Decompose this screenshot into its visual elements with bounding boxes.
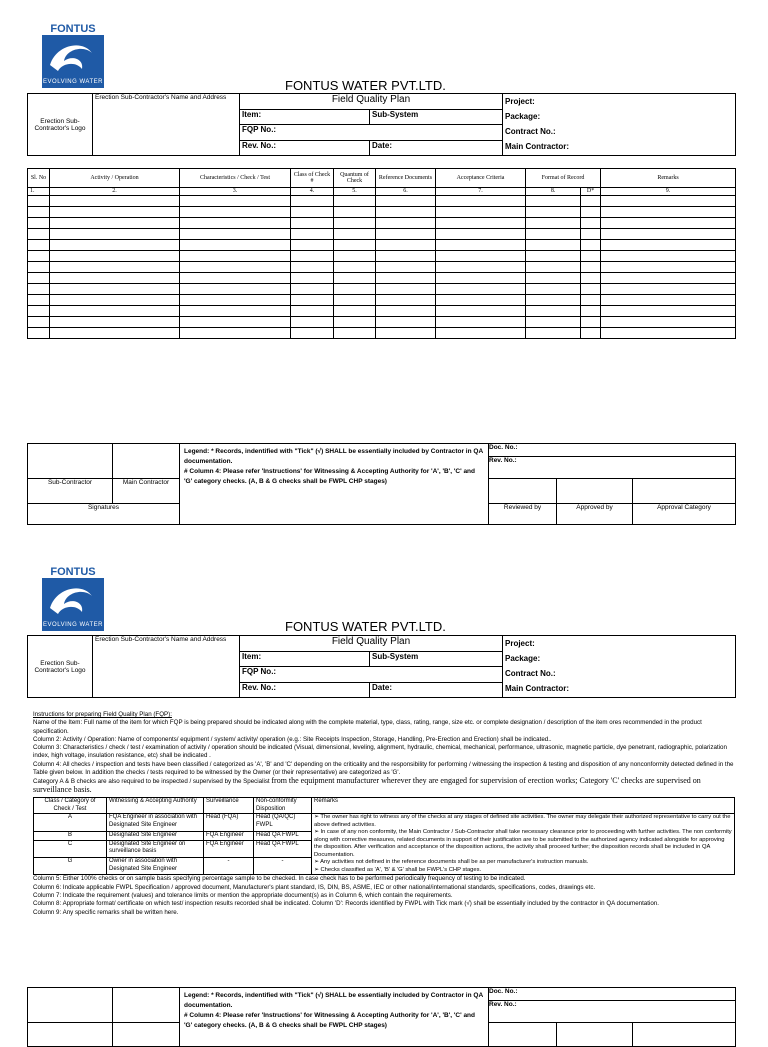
approved-by-label: Approved by bbox=[557, 504, 633, 525]
instr-para-5b: from the equipment manufacturer wherever they are engaged for supervision of erection works; Category 'C' checks are supervised on surveillance basis. bbox=[33, 776, 701, 795]
table-cell bbox=[526, 218, 581, 229]
table-cell bbox=[601, 251, 736, 262]
table-cell bbox=[526, 295, 581, 306]
table-cell bbox=[50, 328, 180, 339]
table-cell bbox=[334, 240, 376, 251]
table-cell bbox=[291, 284, 334, 295]
name-cell: Erection Sub-Contractor's Name and Address bbox=[93, 94, 240, 156]
table-cell bbox=[601, 284, 736, 295]
table-cell bbox=[291, 218, 334, 229]
signature-footer-1 bbox=[27, 443, 736, 525]
approval-category-label: Approval Category bbox=[633, 504, 736, 525]
table-cell bbox=[581, 284, 601, 295]
cat-a-surv: Head (FQA) bbox=[204, 814, 254, 831]
table-cell bbox=[180, 207, 291, 218]
table-cell bbox=[28, 251, 50, 262]
table-cell bbox=[601, 328, 736, 339]
table-cell bbox=[28, 196, 50, 207]
table-cell bbox=[581, 295, 601, 306]
signatures-label: Signatures bbox=[28, 504, 180, 525]
project-label-2: Project: bbox=[505, 639, 535, 648]
table-cell bbox=[334, 262, 376, 273]
table-cell bbox=[581, 207, 601, 218]
remark-bullet: ➢ Checks classified as 'A', 'B' & 'G' shall be FWPL's CHP stages. bbox=[314, 866, 482, 873]
doc-no-label: Doc. No.: bbox=[489, 444, 735, 457]
fqp-no-label: FQP No.: bbox=[240, 125, 503, 141]
table-cell bbox=[334, 218, 376, 229]
table-cell bbox=[334, 229, 376, 240]
table-cell bbox=[28, 262, 50, 273]
table-cell bbox=[436, 251, 526, 262]
table-cell bbox=[28, 240, 50, 251]
instr-col-7: Column 7: Indicate the requirement (values) and tolerance limits or mention the appropriate document(s) as in Column 6, which contain the requirements. bbox=[33, 891, 453, 899]
legend-line-2: # Column 4: Please refer 'Instructions' for Witnessing & Accepting Authority for 'A', 'B', 'C' and 'G' category checks. (A, B & G checks shall be FWPL CHP stages) bbox=[184, 468, 475, 485]
instructions-title: Instructions for preparing Field Quality Plan (FQP): bbox=[33, 711, 172, 718]
instr-para-1: Name of the Item: Full name of the item for which FQP is being prepared should be indicated along with the complete material, type, class, rating, range, size etc. or complete designation / description of the item ores recommended in the product specification. bbox=[33, 719, 702, 735]
table-cell bbox=[601, 273, 736, 284]
table-cell bbox=[376, 207, 436, 218]
table-cell bbox=[50, 273, 180, 284]
table-cell bbox=[436, 229, 526, 240]
table-cell bbox=[28, 273, 50, 284]
table-cell bbox=[601, 207, 736, 218]
rev-no-footer-label-2: Rev. No.: bbox=[489, 1001, 517, 1008]
instr-para-5a: Category A & B checks are also required to be inspected / supervised by the Specialist bbox=[33, 778, 272, 786]
table-cell bbox=[436, 284, 526, 295]
table-cell bbox=[180, 218, 291, 229]
table-row bbox=[28, 295, 736, 306]
table-cell bbox=[180, 273, 291, 284]
legend-block-2 bbox=[180, 988, 489, 1047]
cat-c-surv: FQA Engineer bbox=[204, 840, 254, 857]
table-cell bbox=[28, 306, 50, 317]
logo-cell-2: Erection Sub-Contractor's Logo bbox=[28, 636, 93, 698]
table-cell bbox=[28, 328, 50, 339]
subsystem-label: Sub-System bbox=[370, 109, 503, 125]
table-cell bbox=[291, 196, 334, 207]
table-cell bbox=[526, 328, 581, 339]
cat-col-class: Class / Category of Check / Test bbox=[34, 798, 107, 814]
fqp-no-label-2: FQP No.: bbox=[240, 667, 503, 683]
table-cell bbox=[601, 240, 736, 251]
table-row bbox=[28, 317, 736, 328]
subsystem-label-2: Sub-System bbox=[370, 651, 503, 667]
table-cell bbox=[50, 196, 180, 207]
cat-g-surv: - bbox=[204, 858, 254, 875]
num-4: 4. bbox=[291, 188, 334, 196]
table-row bbox=[28, 207, 736, 218]
table-cell bbox=[581, 196, 601, 207]
table-cell bbox=[581, 240, 601, 251]
num-1: 1. bbox=[28, 188, 50, 196]
table-cell bbox=[436, 262, 526, 273]
table-cell bbox=[601, 295, 736, 306]
table-cell bbox=[376, 317, 436, 328]
table-cell bbox=[526, 207, 581, 218]
wave-icon bbox=[42, 35, 104, 77]
rev-no-label-2: Rev. No.: bbox=[240, 682, 370, 698]
remark-bullet: ➢ In case of any non conformity, the Main Contractor / Sub-Contractor shall take necessary clearance prior to proceeding with further activities. The non conformity along with corrective measures, related documents in support of their justification are to be submitted to the authorized agency indicated alongside for approving the disposition. After verification and acceptance of the disposition actions, the activity shall proceed further; the disposition records shall be included in QA Documentation. bbox=[314, 829, 732, 858]
table-cell bbox=[436, 317, 526, 328]
col-sl-no: Sl. No bbox=[28, 169, 50, 188]
logo-cell: Erection Sub-Contractor's Logo bbox=[28, 94, 93, 156]
table-cell bbox=[50, 207, 180, 218]
contract-no-label-2: Contract No.: bbox=[505, 669, 556, 678]
instructions-block bbox=[33, 711, 735, 917]
table-row bbox=[28, 240, 736, 251]
table-cell bbox=[436, 328, 526, 339]
table-cell bbox=[50, 251, 180, 262]
doc-no-label-2: Doc. No.: bbox=[489, 988, 735, 1001]
table-cell bbox=[50, 240, 180, 251]
table-cell bbox=[180, 229, 291, 240]
table-row bbox=[28, 251, 736, 262]
table-cell bbox=[526, 317, 581, 328]
table-cell bbox=[291, 273, 334, 284]
table-cell bbox=[581, 306, 601, 317]
cat-b-auth: Designated Site Engineer bbox=[107, 831, 204, 840]
col-characteristics: Characteristics / Check / Test bbox=[180, 169, 291, 188]
table-row bbox=[28, 273, 736, 284]
table-cell bbox=[581, 273, 601, 284]
package-label-2: Package: bbox=[505, 654, 541, 663]
remark-bullet: ➢ Any activities not defined in the reference documents shall be as per manufacturer's instruction manuals. bbox=[314, 859, 589, 866]
table-cell bbox=[291, 295, 334, 306]
table-cell bbox=[291, 306, 334, 317]
cat-c-class: C bbox=[34, 840, 107, 857]
main-contractor-label-2: Main Contractor: bbox=[505, 684, 569, 693]
table-cell bbox=[436, 196, 526, 207]
table-cell bbox=[436, 218, 526, 229]
contract-no-label: Contract No.: bbox=[505, 127, 556, 136]
col-quantum: Quantum of Check bbox=[334, 169, 376, 188]
cat-g-class: G bbox=[34, 858, 107, 875]
table-cell bbox=[28, 284, 50, 295]
table-cell bbox=[291, 229, 334, 240]
table-cell bbox=[376, 306, 436, 317]
legend-line-1-2: Legend: * Records, indentified with "Tick" (√) SHALL be essentially included by Contractor in QA documentation. bbox=[184, 992, 483, 1009]
table-cell bbox=[376, 240, 436, 251]
table-cell bbox=[526, 229, 581, 240]
rev-no-footer-label: Rev. No.: bbox=[489, 457, 517, 464]
table-cell bbox=[50, 229, 180, 240]
table-cell bbox=[28, 207, 50, 218]
table-row bbox=[28, 284, 736, 295]
table-cell bbox=[376, 295, 436, 306]
table-cell bbox=[581, 317, 601, 328]
table-cell bbox=[334, 317, 376, 328]
cat-col-remarks: Remarks bbox=[312, 798, 735, 814]
sub-contractor-label: Sub-Contractor bbox=[28, 479, 113, 504]
table-cell bbox=[526, 251, 581, 262]
project-block bbox=[503, 94, 736, 156]
table-cell bbox=[334, 251, 376, 262]
legend-line-2-2: # Column 4: Please refer 'Instructions' for Witnessing & Accepting Authority for 'A', 'B', 'C' and 'G' category checks. (A, B & G checks shall be FWPL CHP stages) bbox=[184, 1012, 475, 1029]
num-8: 8. bbox=[526, 188, 581, 196]
signature-footer-2 bbox=[27, 987, 736, 1047]
table-cell bbox=[50, 262, 180, 273]
cat-b-class: B bbox=[34, 831, 107, 840]
table-cell bbox=[291, 328, 334, 339]
col-reference: Reference Documents bbox=[376, 169, 436, 188]
cat-b-nc: Head QA FWPL bbox=[254, 831, 312, 840]
fqp-title-2: Field Quality Plan bbox=[240, 636, 503, 652]
table-cell bbox=[28, 218, 50, 229]
table-row bbox=[28, 229, 736, 240]
fqp-header-table-2 bbox=[27, 635, 736, 698]
table-cell bbox=[526, 273, 581, 284]
table-cell bbox=[526, 284, 581, 295]
instr-para-4: Column 4: All checks / inspection and tests have been classified / categorized as 'A', 'B' and 'C' depending on the criticality and the responsibility for performing / witnessing the inspection & testing and disposition of any nonconformity detected defined in the Table given below. In addition the checks / tests required to be witnessed by the Owner (or their representative) are categorized as 'G'. bbox=[33, 760, 734, 777]
col-class: Class of Check # bbox=[291, 169, 334, 188]
table-cell bbox=[334, 306, 376, 317]
logo-brand: FONTUS bbox=[42, 24, 104, 35]
table-cell bbox=[601, 262, 736, 273]
item-label-2: Item: bbox=[240, 651, 370, 667]
table-cell bbox=[180, 284, 291, 295]
instr-para-2: Column 2: Activity / Operation: Name of components/ equipment / system/ activity/ operation (e.g.: Site Receipts Inspection, Storage, Handling, Pre-Erection and Erection) shall be indicated.. bbox=[33, 735, 552, 743]
project-label: Project: bbox=[505, 97, 535, 106]
table-cell bbox=[526, 196, 581, 207]
table-cell bbox=[50, 284, 180, 295]
table-cell bbox=[376, 218, 436, 229]
table-cell bbox=[28, 229, 50, 240]
logo-brand-2: FONTUS bbox=[42, 567, 104, 578]
table-cell bbox=[180, 196, 291, 207]
table-cell bbox=[334, 196, 376, 207]
cat-g-nc: - bbox=[254, 858, 312, 875]
cat-remarks bbox=[312, 814, 735, 875]
cat-g-auth: Owner in association with Designated Site Engineer bbox=[107, 858, 204, 875]
cat-a-class: A bbox=[34, 814, 107, 831]
table-cell bbox=[581, 218, 601, 229]
num-7: 7. bbox=[436, 188, 526, 196]
col-acceptance: Acceptance Criteria bbox=[436, 169, 526, 188]
cat-a-auth: FQA Engineer in association with Designated Site Engineer bbox=[107, 814, 204, 831]
table-cell bbox=[376, 284, 436, 295]
num-3: 3. bbox=[180, 188, 291, 196]
table-cell bbox=[50, 306, 180, 317]
cat-col-auth: Witnessing & Accepting Authority bbox=[107, 798, 204, 814]
table-cell bbox=[581, 251, 601, 262]
cat-c-auth: Designated Site Engineer on surveillance basis bbox=[107, 840, 204, 857]
table-row bbox=[28, 218, 736, 229]
table-cell bbox=[601, 229, 736, 240]
table-cell bbox=[581, 229, 601, 240]
table-cell bbox=[291, 251, 334, 262]
table-cell bbox=[436, 273, 526, 284]
wave-icon bbox=[42, 578, 104, 620]
table-cell bbox=[28, 317, 50, 328]
instr-col-6: Column 6: Indicate applicable FWPL Specification / approved document, Manufacturer's plant standard, IS, DIN, BS, ASME, IEC or other national/international standards, specifications, codes, drawings etc. bbox=[33, 883, 596, 891]
col-remarks: Remarks bbox=[601, 169, 736, 188]
table-cell bbox=[601, 317, 736, 328]
rev-no-label: Rev. No.: bbox=[240, 140, 370, 156]
table-cell bbox=[28, 295, 50, 306]
item-label: Item: bbox=[240, 109, 370, 125]
instr-col-8: Column 8: Appropriate format/ certificate on which test/ inspection results recorded shall be indicated. Column 'D': Records identified by FWPL with Tick mark (√) shall be essentially included by the contractor in QA documentation. bbox=[33, 900, 659, 908]
date-label: Date: bbox=[370, 140, 503, 156]
table-cell bbox=[291, 240, 334, 251]
table-row bbox=[28, 328, 736, 339]
num-2: 2. bbox=[50, 188, 180, 196]
logo-tagline-2: EVOLVING WATER bbox=[42, 620, 104, 631]
logo-tagline: EVOLVING WATER bbox=[42, 77, 104, 88]
fqp-header-table bbox=[27, 93, 736, 156]
table-cell bbox=[581, 262, 601, 273]
table-cell bbox=[601, 196, 736, 207]
table-cell bbox=[376, 273, 436, 284]
fqp-title: Field Quality Plan bbox=[240, 94, 503, 110]
table-cell bbox=[436, 306, 526, 317]
company-logo-2 bbox=[42, 567, 104, 631]
table-cell bbox=[376, 196, 436, 207]
instr-para-3: Column 3: Characteristics / check / test / examination of activity / operation should be indicated (Visual, dimensional, leveling, alignment, hydraulic, chemical, mechanical, performance, ultrasonic, magnetic particle, dye penetrant, radiographic, polarization index, high voltage, insulation resistance, etc) shall be indicated . bbox=[33, 744, 727, 760]
table-cell bbox=[180, 328, 291, 339]
cat-b-surv: FQA Engineer bbox=[204, 831, 254, 840]
activity-table bbox=[27, 168, 736, 339]
table-cell bbox=[291, 317, 334, 328]
package-label: Package: bbox=[505, 112, 541, 121]
table-cell bbox=[376, 229, 436, 240]
table-cell bbox=[601, 218, 736, 229]
table-cell bbox=[526, 262, 581, 273]
cat-c-nc: Head QA FWPL bbox=[254, 840, 312, 857]
table-cell bbox=[180, 240, 291, 251]
table-cell bbox=[291, 207, 334, 218]
table-row bbox=[28, 196, 736, 207]
table-cell bbox=[334, 273, 376, 284]
instr-col-9: Column 9: Any specific remarks shall be written here. bbox=[33, 908, 179, 916]
main-contractor-footer-label: Main Contractor bbox=[113, 479, 180, 504]
num-9: 9. bbox=[601, 188, 736, 196]
num-5: 5. bbox=[334, 188, 376, 196]
table-row bbox=[28, 306, 736, 317]
table-cell bbox=[180, 295, 291, 306]
table-cell bbox=[376, 328, 436, 339]
col-activity: Activity / Operation bbox=[50, 169, 180, 188]
table-cell bbox=[601, 306, 736, 317]
table-cell bbox=[50, 218, 180, 229]
company-name: FONTUS WATER PVT.LTD. bbox=[285, 78, 446, 93]
cat-col-surv: Surveillance bbox=[204, 798, 254, 814]
table-cell bbox=[436, 295, 526, 306]
col-d: D* bbox=[581, 188, 601, 196]
legend-line-1: Legend: * Records, indentified with "Tick" (√) SHALL be essentially included by Contractor in QA documentation. bbox=[184, 448, 483, 465]
table-cell bbox=[526, 306, 581, 317]
name-cell-2: Erection Sub-Contractor's Name and Address bbox=[93, 636, 240, 698]
table-cell bbox=[291, 262, 334, 273]
cat-col-nc: Non-conformity Disposition bbox=[254, 798, 312, 814]
table-cell bbox=[180, 317, 291, 328]
table-cell bbox=[376, 262, 436, 273]
reviewed-by-label: Reviewed by bbox=[489, 504, 557, 525]
table-cell bbox=[436, 240, 526, 251]
table-cell bbox=[50, 295, 180, 306]
remark-bullet: ➢ The owner has right to witness any of the checks at any stages of defined site activities. The owner may delegate their authorized representative to carry out the above defined activities. bbox=[314, 814, 731, 828]
num-6: 6. bbox=[376, 188, 436, 196]
table-cell bbox=[526, 240, 581, 251]
category-table bbox=[33, 797, 735, 875]
table-cell bbox=[334, 328, 376, 339]
main-contractor-label: Main Contractor: bbox=[505, 142, 569, 151]
table-cell bbox=[334, 295, 376, 306]
project-block-2 bbox=[503, 636, 736, 698]
table-cell bbox=[334, 284, 376, 295]
date-label-2: Date: bbox=[370, 682, 503, 698]
company-logo bbox=[42, 24, 104, 88]
table-cell bbox=[334, 207, 376, 218]
company-name-2: FONTUS WATER PVT.LTD. bbox=[285, 619, 446, 634]
table-cell bbox=[50, 317, 180, 328]
table-cell bbox=[376, 251, 436, 262]
table-row bbox=[28, 262, 736, 273]
legend-block bbox=[180, 444, 489, 525]
table-cell bbox=[180, 262, 291, 273]
table-cell bbox=[180, 306, 291, 317]
cat-a-nc: Head (QA/QC) FWPL bbox=[254, 814, 312, 831]
instr-col-5: Column 5: Either 100% checks or on sample basis specifying percentage sample to be checked. In case check has to be performed periodically frequency of testing to be indicated. bbox=[33, 875, 526, 883]
col-format: Format of Record bbox=[526, 169, 601, 188]
table-cell bbox=[180, 251, 291, 262]
table-cell bbox=[581, 328, 601, 339]
table-cell bbox=[436, 207, 526, 218]
